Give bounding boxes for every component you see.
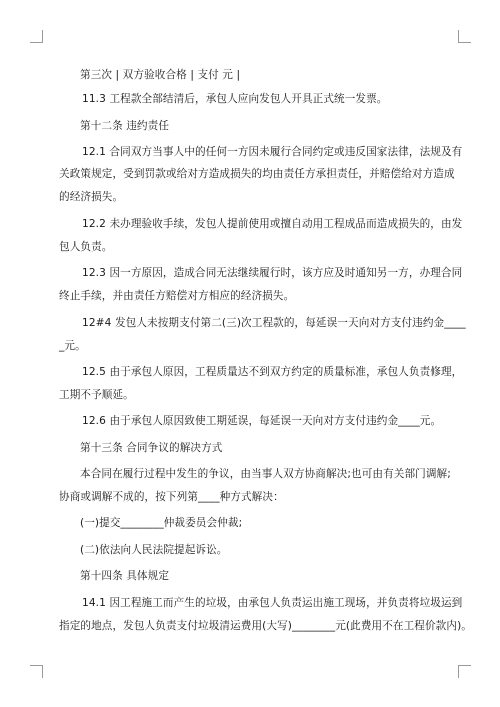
dispute-option-1: (一)提交________仲裁委员会仲裁; [80,517,243,529]
clause-14-1-cont: 指定的地点，发包人负责支付垃圾清运费用(大写)________元(此费用不在工程价款内)。 [59,620,472,632]
clause-12-5-cont: 工期不予顺延。 [59,389,134,401]
clause-12-3-cont: 终止手续，并由责任方赔偿对方相应的经济损失。 [59,290,295,302]
crop-mark-top-right [458,30,471,43]
clause-12-1: 12.1 合同双方当事人中的任何一方因未履行合同约定或违反国家法律，法规及有 [82,146,463,158]
clause-12-2: 12.2 未办理验收手续，发包人提前使用或擅自动用工程成品而造成损失的，由发 [82,218,463,230]
crop-mark-top-left [30,30,43,43]
clause-12-2-cont: 包人负责。 [59,241,113,253]
clause-12-5: 12.5 由于承包人原因，工程质量达不到双方约定的质量标准，承包人负责修理， [82,366,463,378]
clause-12-4-cont: _元。 [59,340,86,352]
payment-row: 第三次 | 双方验收合格 | 支付 元 | [80,69,241,81]
clause-12-6: 12.6 由于承包人原因致使工期延误，每延误一天向对方支付违约金____元。 [82,415,442,427]
clause-12-3: 12.3 因一方原因，造成合同无法继续履行时，该方应及时通知另一方，办理合同 [82,267,463,279]
article-14-heading: 第十四条 具体规定 [80,570,170,582]
crop-mark-bottom-left [30,665,43,678]
clause-12-4: 12#4 发包人未按期支付第二(三)次工程款的，每延误一天向对方支付违约金____ [82,317,466,329]
article-13-text-cont: 协商或调解不成的，按下列第____种方式解决： [59,491,284,503]
article-13-heading: 第十三条 合同争议的解决方式 [80,442,223,454]
crop-mark-bottom-right [458,665,471,678]
clause-12-1-cont1: 关政策规定，受到罚款或给对方造成损失的均由责任方承担责任，并赔偿给对方造成 [59,168,455,180]
clause-12-1-cont2: 的经济损失。 [59,191,124,203]
clause-14-1: 14.1 因工程施工而产生的垃圾，由承包人负责运出施工现场，并负责将垃圾运到 [82,597,463,609]
dispute-option-2: (二)依法向人民法院提起诉讼。 [80,544,228,556]
clause-11-3: 11.3 工程款全部结清后，承包人应向发包人开具正式统一发票。 [82,93,388,105]
article-12-heading: 第十二条 违约责任 [80,120,170,132]
article-13-text: 本合同在履行过程中发生的争议，由当事人双方协商解决;也可由有关部门调解; [80,468,451,480]
